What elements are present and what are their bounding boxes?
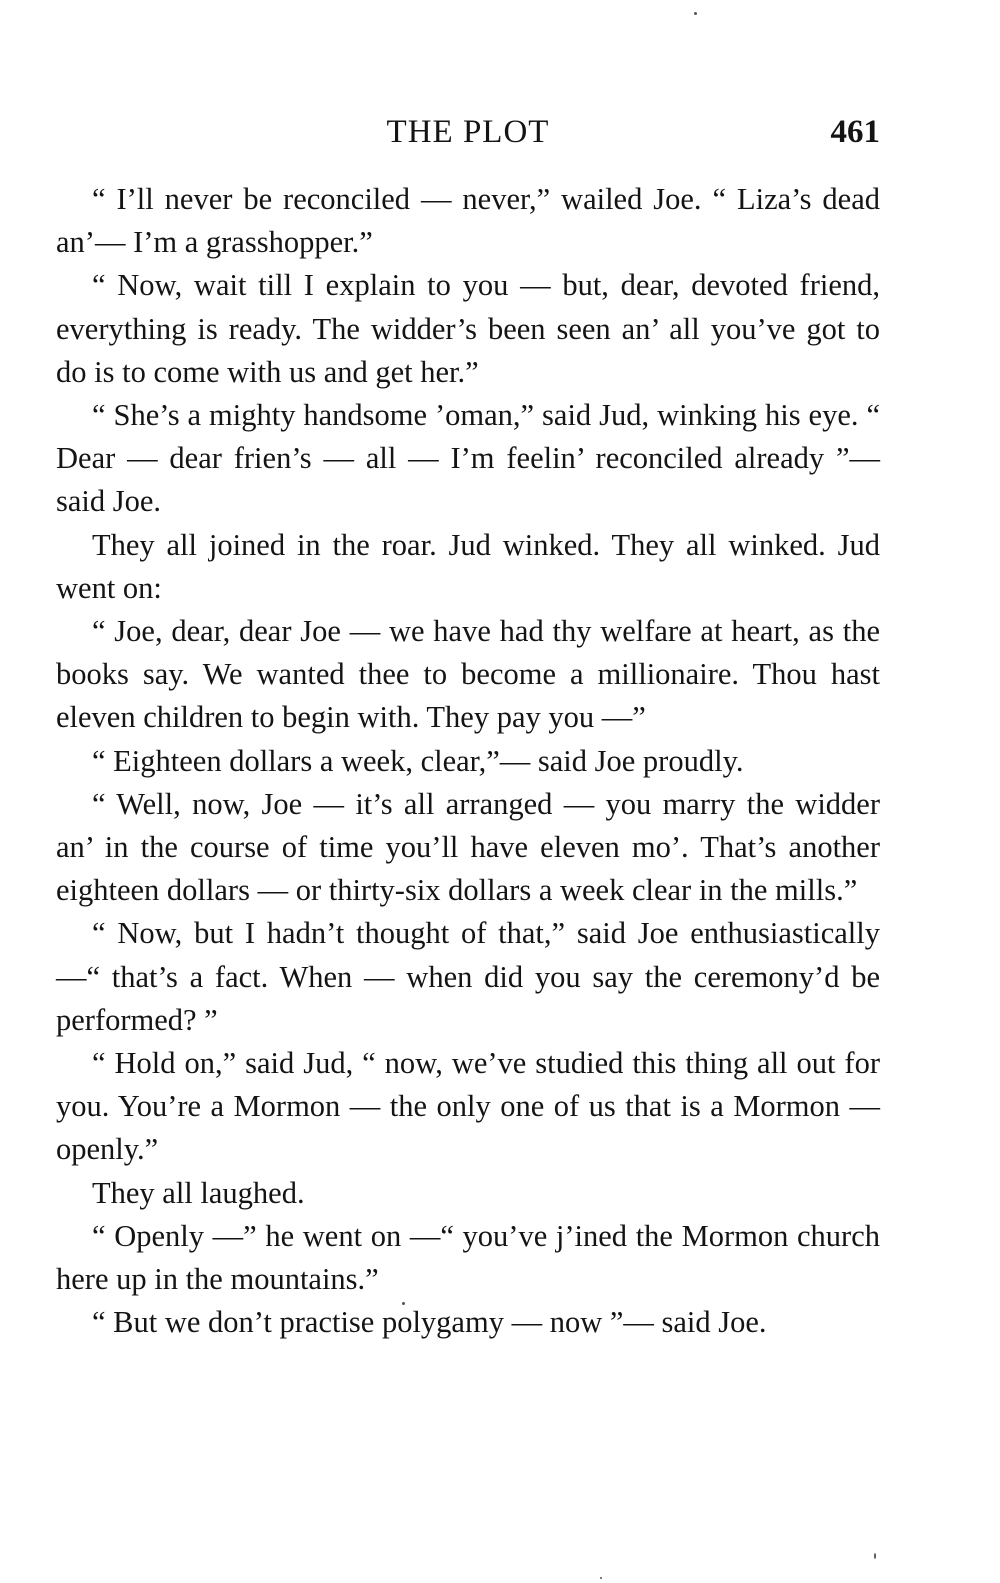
paragraph: “ She’s a mighty handsome ’oman,” said Jud, winking his eye. “ Dear — dear frien’s — all — I’m feelin’ reconciled already ”— said Joe.	[56, 398, 880, 519]
body-text	[56, 178, 880, 1344]
paragraph: “ Well, now, Joe — it’s all arranged — you marry the widder an’ in the course of time you’ll have eleven mo’. That’s another eighteen dollars — or thirty-six dollars a week clear in the mills.”	[56, 786, 880, 908]
paragraph: “ Now, wait till I explain to you — but, dear, devoted friend, everything is ready. The widder’s been seen an’ all you’ve got to do is to come with us and get her.”	[56, 268, 880, 389]
paragraph: They all joined in the roar. Jud winked. They all winked. Jud went on:	[56, 527, 880, 605]
print-speck	[694, 12, 697, 15]
paragraph: “ Eighteen dollars a week, clear,”— said Joe proudly.	[92, 743, 744, 778]
paragraph: “ Now, but I hadn’t thought of that,” said Joe enthusiastically —“ that’s a fact. When — when did you say the ceremony’d be performed? ”	[56, 916, 880, 1037]
page-number: 461	[830, 114, 880, 150]
page-header	[56, 112, 880, 160]
running-head: THE PLOT	[386, 114, 550, 150]
paragraph: They all laughed.	[92, 1175, 305, 1210]
paragraph: “ But we don’t practise polygamy — now ”— said Joe.	[92, 1305, 767, 1340]
print-speck	[874, 1553, 876, 1559]
paragraph: “ I’ll never be reconciled — never,” wailed Joe. “ Liza’s dead an’— I’m a grasshopper.”	[56, 182, 880, 260]
print-speck	[402, 1302, 405, 1305]
print-speck	[600, 1577, 602, 1579]
paragraph: “ Hold on,” said Jud, “ now, we’ve studied this thing all out for you. You’re a Mormon — the only one of us that is a Mormon — openly.”	[56, 1046, 880, 1167]
paragraph: “ Openly —” he went on —“ you’ve j’ined the Mormon church here up in the mountains.”	[56, 1218, 880, 1297]
paragraph: “ Joe, dear, dear Joe — we have had thy welfare at heart, as the books say. We wanted thee to become a millionaire. Thou hast eleven children to begin with. They pay you —”	[56, 614, 880, 735]
